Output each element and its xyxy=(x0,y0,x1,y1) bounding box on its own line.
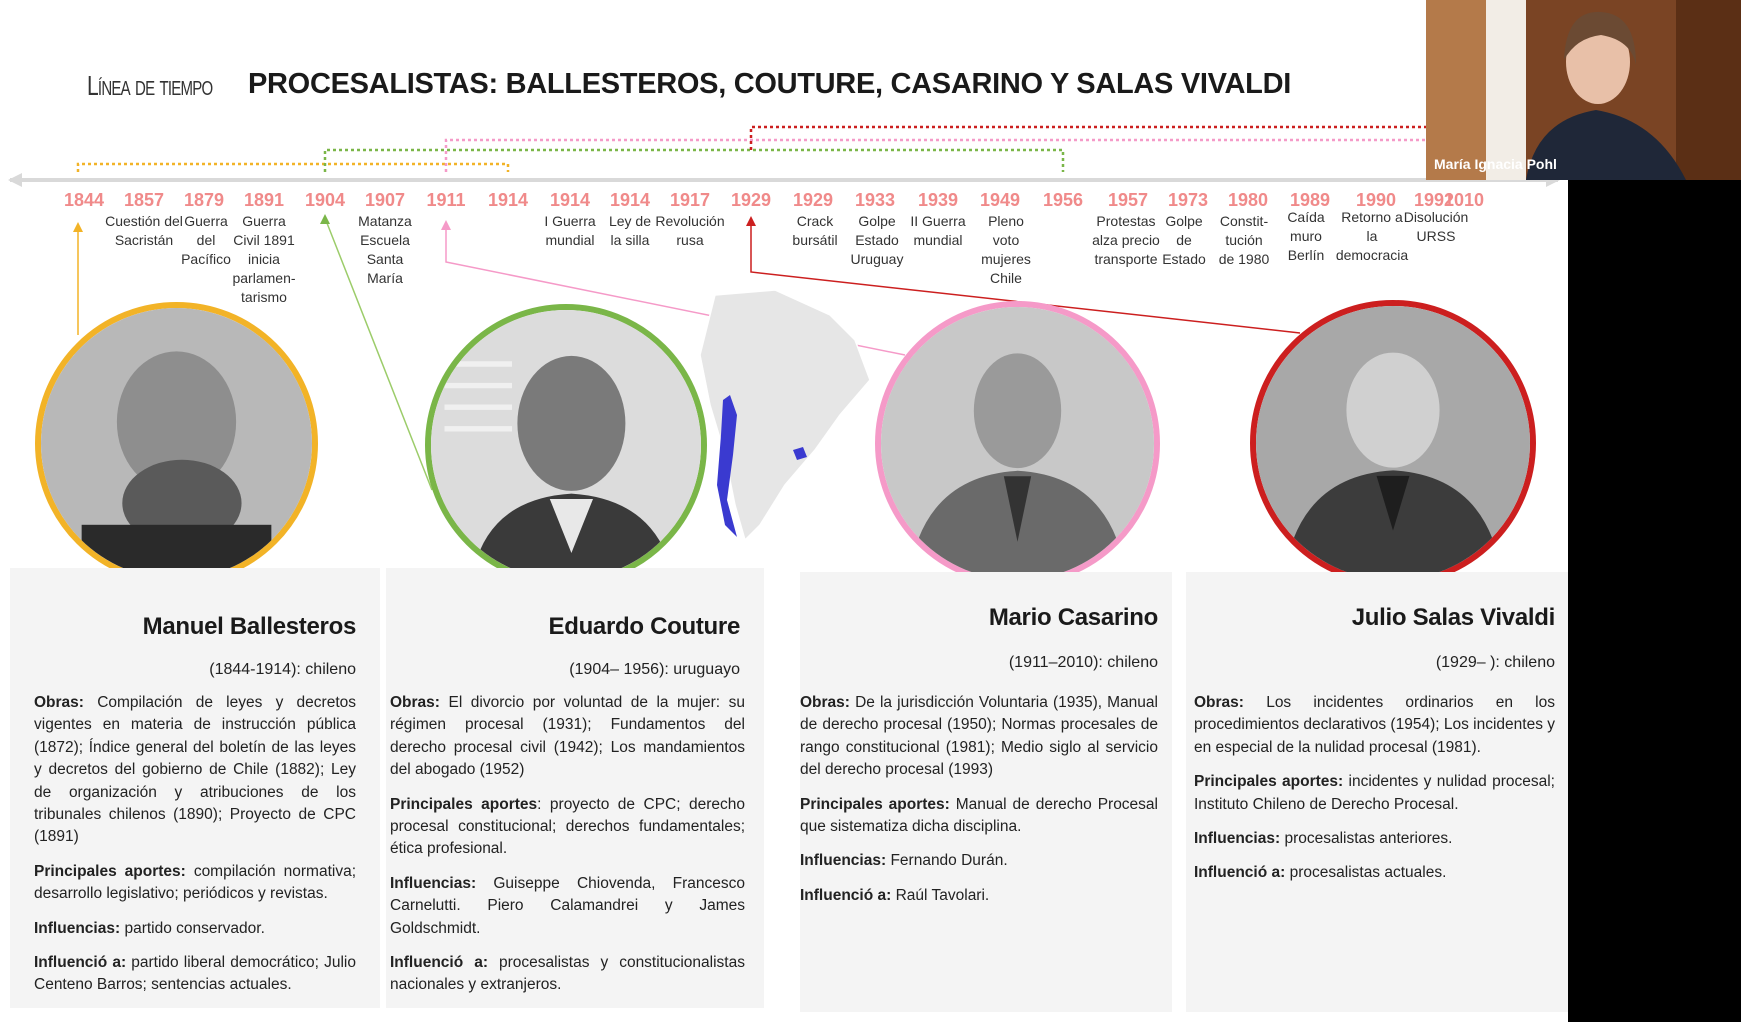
card-dates: (1904– 1956): uruguayo xyxy=(569,661,740,678)
timeline-year: 1990 xyxy=(1355,190,1397,210)
influencias-label: Influencias: xyxy=(800,852,887,870)
aportes-text: compilación normativa; desarrollo legislativo; periódicos y revistas. xyxy=(34,862,356,903)
influencio-paragraph xyxy=(800,885,1158,907)
timeline-event: Revolución rusa xyxy=(655,213,725,248)
obras-text: Los incidentes ordinarios en los procedimientos declarativos (1954); Los incidentes y en especial de la nulidad procesal (1981). xyxy=(1194,694,1555,756)
influencias-text: partido conservador. xyxy=(120,919,265,937)
influencias-text: procesalistas anteriores. xyxy=(1280,830,1453,848)
timeline-year: 2010 xyxy=(1443,190,1485,210)
card-body xyxy=(34,692,356,1009)
aportes-paragraph xyxy=(1194,771,1555,816)
influencias-text: Guiseppe Chiovenda, Francesco Carnelutti. Piero Calamandrei y James Goldschmidt. xyxy=(390,874,745,937)
timeline-year: 1989 xyxy=(1289,190,1331,210)
influencio-label: Influenció a: xyxy=(800,886,892,904)
portrait-image xyxy=(881,307,1154,580)
card-body xyxy=(1194,692,1555,897)
timeline-event: Cuestión del Sacristán xyxy=(105,213,183,248)
obras-label: Obras: xyxy=(390,694,440,711)
obras-text: De la jurisdicción Voluntaria (1935), Manual de derecho procesal (1950); Normas procesales de rango constitucional (1981); Medio siglo al servicio del derecho procesal (1993) xyxy=(800,694,1158,779)
portrait-ballesteros xyxy=(35,302,318,585)
timeline-event: I Guerra mundial xyxy=(544,213,596,248)
obras-paragraph xyxy=(1194,692,1555,759)
aportes-paragraph xyxy=(390,794,745,861)
influencias-label: Influencias: xyxy=(34,919,121,937)
aportes-label: Principales aportes: xyxy=(800,795,950,813)
timeline-year: 1891 xyxy=(243,190,285,210)
timeline-event: Caída muro Berlín xyxy=(1287,209,1325,263)
timeline-year: 1857 xyxy=(123,190,165,210)
portrait-salas-vivaldi xyxy=(1250,300,1536,586)
influencio-text: Raúl Tavolari. xyxy=(891,886,990,904)
timeline-event: Guerra Civil 1891 inicia parlamen-tarismo xyxy=(232,213,296,305)
card-name: Julio Salas Vivaldi xyxy=(1351,604,1555,631)
obras-label: Obras: xyxy=(800,694,850,711)
obras-text: El divorcio por voluntad de la mujer: su régimen procesal (1931); Fundamentos del derecho procesal civil (1942); Los mandamientos del abogado (1952) xyxy=(390,694,745,779)
timeline-event: Retorno a la democracia xyxy=(1335,209,1409,263)
timeline-event: Constit-tución de 1980 xyxy=(1218,213,1270,267)
timeline-year: 1933 xyxy=(854,190,896,210)
timeline-year: 1914 xyxy=(609,190,651,210)
timeline-year: 1973 xyxy=(1167,190,1209,210)
timeline-event: Crack bursátil xyxy=(792,213,838,248)
timeline-event: Guerra del Pacífico xyxy=(181,213,231,267)
card-dates: (1911–2010): chileno xyxy=(1008,654,1158,671)
influencio-text: procesalistas y constitucionalistas nacionales y extranjeros. xyxy=(390,954,745,994)
timeline-year: 1911 xyxy=(426,190,466,210)
timeline-year: 1844 xyxy=(63,190,105,210)
timeline-year: 1991 xyxy=(1413,190,1455,210)
aportes-label: Principales aportes xyxy=(390,795,538,813)
influencio-paragraph xyxy=(390,952,745,997)
card-name: Manuel Ballesteros xyxy=(142,613,356,640)
influencio-label: Influenció a: xyxy=(1194,864,1286,882)
influencio-text: procesalistas actuales. xyxy=(1285,864,1447,882)
timeline-year: 1980 xyxy=(1227,190,1269,210)
aportes-text: : proyecto de CPC; derecho procesal constitucional; derechos fundamentales; ética profesional. xyxy=(390,795,745,858)
portrait-casarino xyxy=(875,301,1160,586)
influencias-paragraph xyxy=(800,850,1158,872)
timeline-year: 1956 xyxy=(1042,190,1084,210)
participant-name: María Ignacia Pohl xyxy=(1434,156,1557,172)
aportes-label: Principales aportes: xyxy=(1194,773,1344,791)
influencio-label: Influenció a: xyxy=(390,954,488,972)
card-dates: (1929– ): chileno xyxy=(1435,654,1555,671)
timeline-year: 1929 xyxy=(792,190,834,210)
timeline-year: 1914 xyxy=(487,190,529,210)
card-body xyxy=(800,692,1158,919)
influencias-text: Fernando Durán. xyxy=(886,852,1008,870)
obras-paragraph xyxy=(390,692,745,782)
aportes-text: incidentes y nulidad procesal; Instituto Chileno de Derecho Procesal. xyxy=(1194,773,1555,813)
timeline-event: II Guerra mundial xyxy=(910,213,966,248)
obras-text: Compilación de leyes y decretos vigentes en materia de instrucción pública (1872); Índice general del boletín de las leyes y decretos del gobierno de Chile (1882); Ley de organización y atribuciones de los tribunales chilenos (1890); Proyecto de CPC (1891) xyxy=(34,694,356,846)
influencio-text: partido liberal democrático; Julio Centeno Barros; sentencias actuales. xyxy=(34,954,356,994)
timeline-year: 1957 xyxy=(1107,190,1149,210)
influencias-paragraph xyxy=(390,873,745,940)
card-dates: (1844-1914): chileno xyxy=(209,661,356,678)
aportes-text: Manual de derecho Procesal que sistematiza dicha disciplina. xyxy=(800,795,1158,836)
timeline-year: 1929 xyxy=(730,190,772,210)
timeline-event: Pleno voto mujeres Chile xyxy=(981,213,1031,286)
obras-label: Obras: xyxy=(34,694,84,711)
south-america-map xyxy=(655,285,885,545)
influencio-paragraph xyxy=(1194,862,1555,884)
timeline-year: 1879 xyxy=(183,190,225,210)
portrait-image xyxy=(1256,306,1530,580)
card-name: Mario Casarino xyxy=(988,604,1158,631)
timeline-year: 1904 xyxy=(304,190,346,210)
card-name: Eduardo Couture xyxy=(548,613,740,640)
timeline-year: 1939 xyxy=(917,190,959,210)
timeline-year: 1917 xyxy=(669,190,711,210)
influencio-paragraph xyxy=(34,952,356,997)
timeline xyxy=(0,110,1568,310)
card-casarino xyxy=(800,572,1172,1012)
timeline-event: Golpe Estado Uruguay xyxy=(850,213,904,267)
card-couture xyxy=(386,568,764,1008)
timeline-year: 1914 xyxy=(549,190,591,210)
slide-kicker: Línea de tiempo xyxy=(87,70,213,101)
obras-label: Obras: xyxy=(1194,694,1244,711)
aportes-label: Principales aportes: xyxy=(34,862,186,880)
card-salas-vivaldi xyxy=(1186,572,1568,1012)
obras-paragraph xyxy=(800,692,1158,782)
influencias-paragraph xyxy=(1194,828,1555,850)
card-ballesteros xyxy=(10,568,380,1008)
aportes-paragraph xyxy=(800,794,1158,839)
card-body xyxy=(390,692,745,1009)
timeline-event: Matanza Escuela Santa María xyxy=(358,213,412,286)
influencio-label: Influenció a: xyxy=(34,954,127,972)
timeline-event: Ley de la silla xyxy=(608,213,652,248)
obras-paragraph xyxy=(34,692,356,849)
participant-video-tile[interactable] xyxy=(1426,0,1741,180)
slide-title: PROCESALISTAS: BALLESTEROS, COUTURE, CASARINO Y SALAS VIVALDI xyxy=(248,68,1291,100)
timeline-event: Protestas alza precio transporte xyxy=(1092,213,1160,267)
timeline-year: 1907 xyxy=(364,190,406,210)
portrait-image xyxy=(41,308,312,579)
timeline-year: 1949 xyxy=(979,190,1021,210)
timeline-event: Golpe de Estado xyxy=(1162,213,1206,267)
participant-video-feed xyxy=(1426,0,1741,180)
timeline-event: Disolución URSS xyxy=(1403,209,1469,244)
aportes-paragraph xyxy=(34,861,356,906)
influencias-label: Influencias: xyxy=(1194,830,1281,848)
influencias-paragraph xyxy=(34,918,356,940)
influencias-label: Influencias: xyxy=(390,874,477,892)
